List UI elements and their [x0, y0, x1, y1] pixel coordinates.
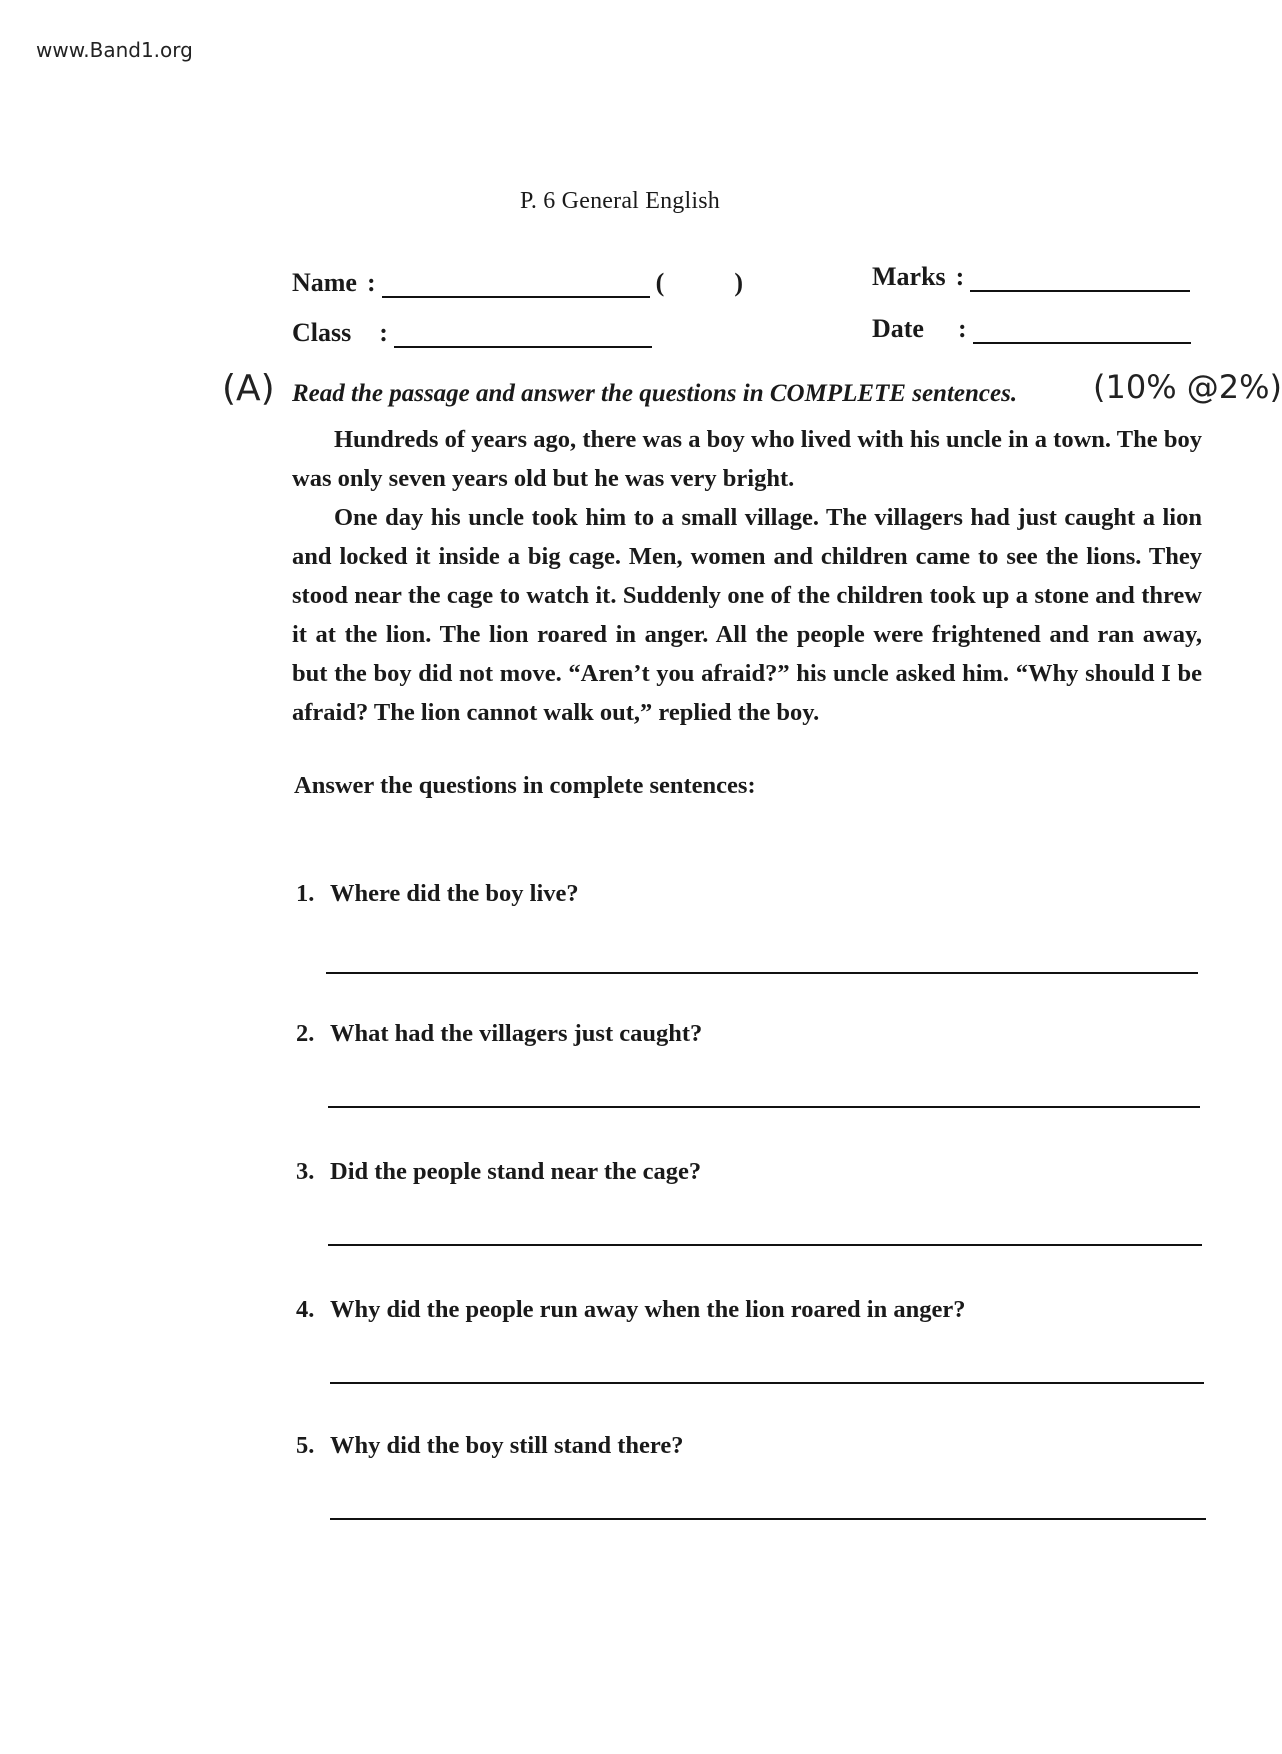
- question-2: [296, 1020, 702, 1048]
- question-3: [296, 1158, 701, 1186]
- name-field: [292, 268, 743, 298]
- site-watermark: www.Band1.org: [36, 38, 193, 62]
- passage-paragraph: One day his uncle took him to a small village. The villagers had just caught a lion and locked it inside a big cage. Men, women and children came to see the lions. They stood near the cage to watch it. Suddenly one of the children took up a stone and threw it at the lion. The lion roared in anger. All the people were frightened and ran away, but the boy did not move. “Aren’t you afraid?” his uncle asked him. “Why should I be afraid? The lion cannot walk out,” replied the boy.: [292, 504, 1202, 726]
- marks-note: (10% @2%): [1093, 368, 1282, 406]
- name-label: Name: [292, 268, 357, 297]
- question-text: What had the villagers just caught?: [330, 1020, 703, 1047]
- question-5: [296, 1432, 684, 1460]
- name-blank[interactable]: [382, 272, 650, 298]
- question-text: Where did the boy live?: [330, 880, 579, 907]
- marks-field: [872, 262, 1190, 292]
- answer-line-4[interactable]: [330, 1382, 1204, 1384]
- question-text: Why did the boy still stand there?: [330, 1432, 684, 1459]
- marks-colon: :: [955, 262, 965, 291]
- date-field: [872, 314, 1191, 344]
- question-4: [296, 1296, 965, 1324]
- question-text: Why did the people run away when the lion roared in anger?: [330, 1296, 966, 1323]
- class-colon: :: [379, 318, 388, 347]
- question-1: [296, 880, 579, 908]
- question-number: 5.: [296, 1432, 315, 1459]
- date-colon: :: [957, 314, 967, 343]
- answer-line-3[interactable]: [328, 1244, 1202, 1246]
- question-number: 3.: [296, 1158, 315, 1185]
- answer-line-1[interactable]: [326, 972, 1198, 974]
- reading-passage: [292, 420, 1202, 732]
- paren-close: ): [734, 268, 743, 297]
- marks-label: Marks: [872, 262, 946, 291]
- question-text: Did the people stand near the cage?: [330, 1158, 702, 1185]
- class-label: Class: [292, 318, 352, 347]
- marks-blank[interactable]: [970, 266, 1190, 292]
- answer-heading: Answer the questions in complete sentences:: [294, 772, 756, 799]
- passage-paragraph: Hundreds of years ago, there was a boy who lived with his uncle in a town. The boy was only seven years old but he was very bright.: [292, 426, 1202, 492]
- class-blank[interactable]: [394, 322, 652, 348]
- instruction: Read the passage and answer the questions in COMPLETE sentences.: [292, 380, 1018, 407]
- date-blank[interactable]: [973, 318, 1191, 344]
- question-number: 4.: [296, 1296, 315, 1323]
- page-title: P. 6 General English: [520, 188, 720, 214]
- class-number-paren: [656, 268, 743, 298]
- paren-open: (: [655, 268, 665, 297]
- answer-line-5[interactable]: [330, 1518, 1206, 1520]
- section-mark: (A): [222, 368, 275, 409]
- class-field: [292, 318, 652, 348]
- date-label: Date: [872, 314, 924, 343]
- name-colon: :: [366, 268, 376, 297]
- answer-line-2[interactable]: [328, 1106, 1200, 1108]
- question-number: 1.: [296, 880, 315, 907]
- question-number: 2.: [296, 1020, 315, 1047]
